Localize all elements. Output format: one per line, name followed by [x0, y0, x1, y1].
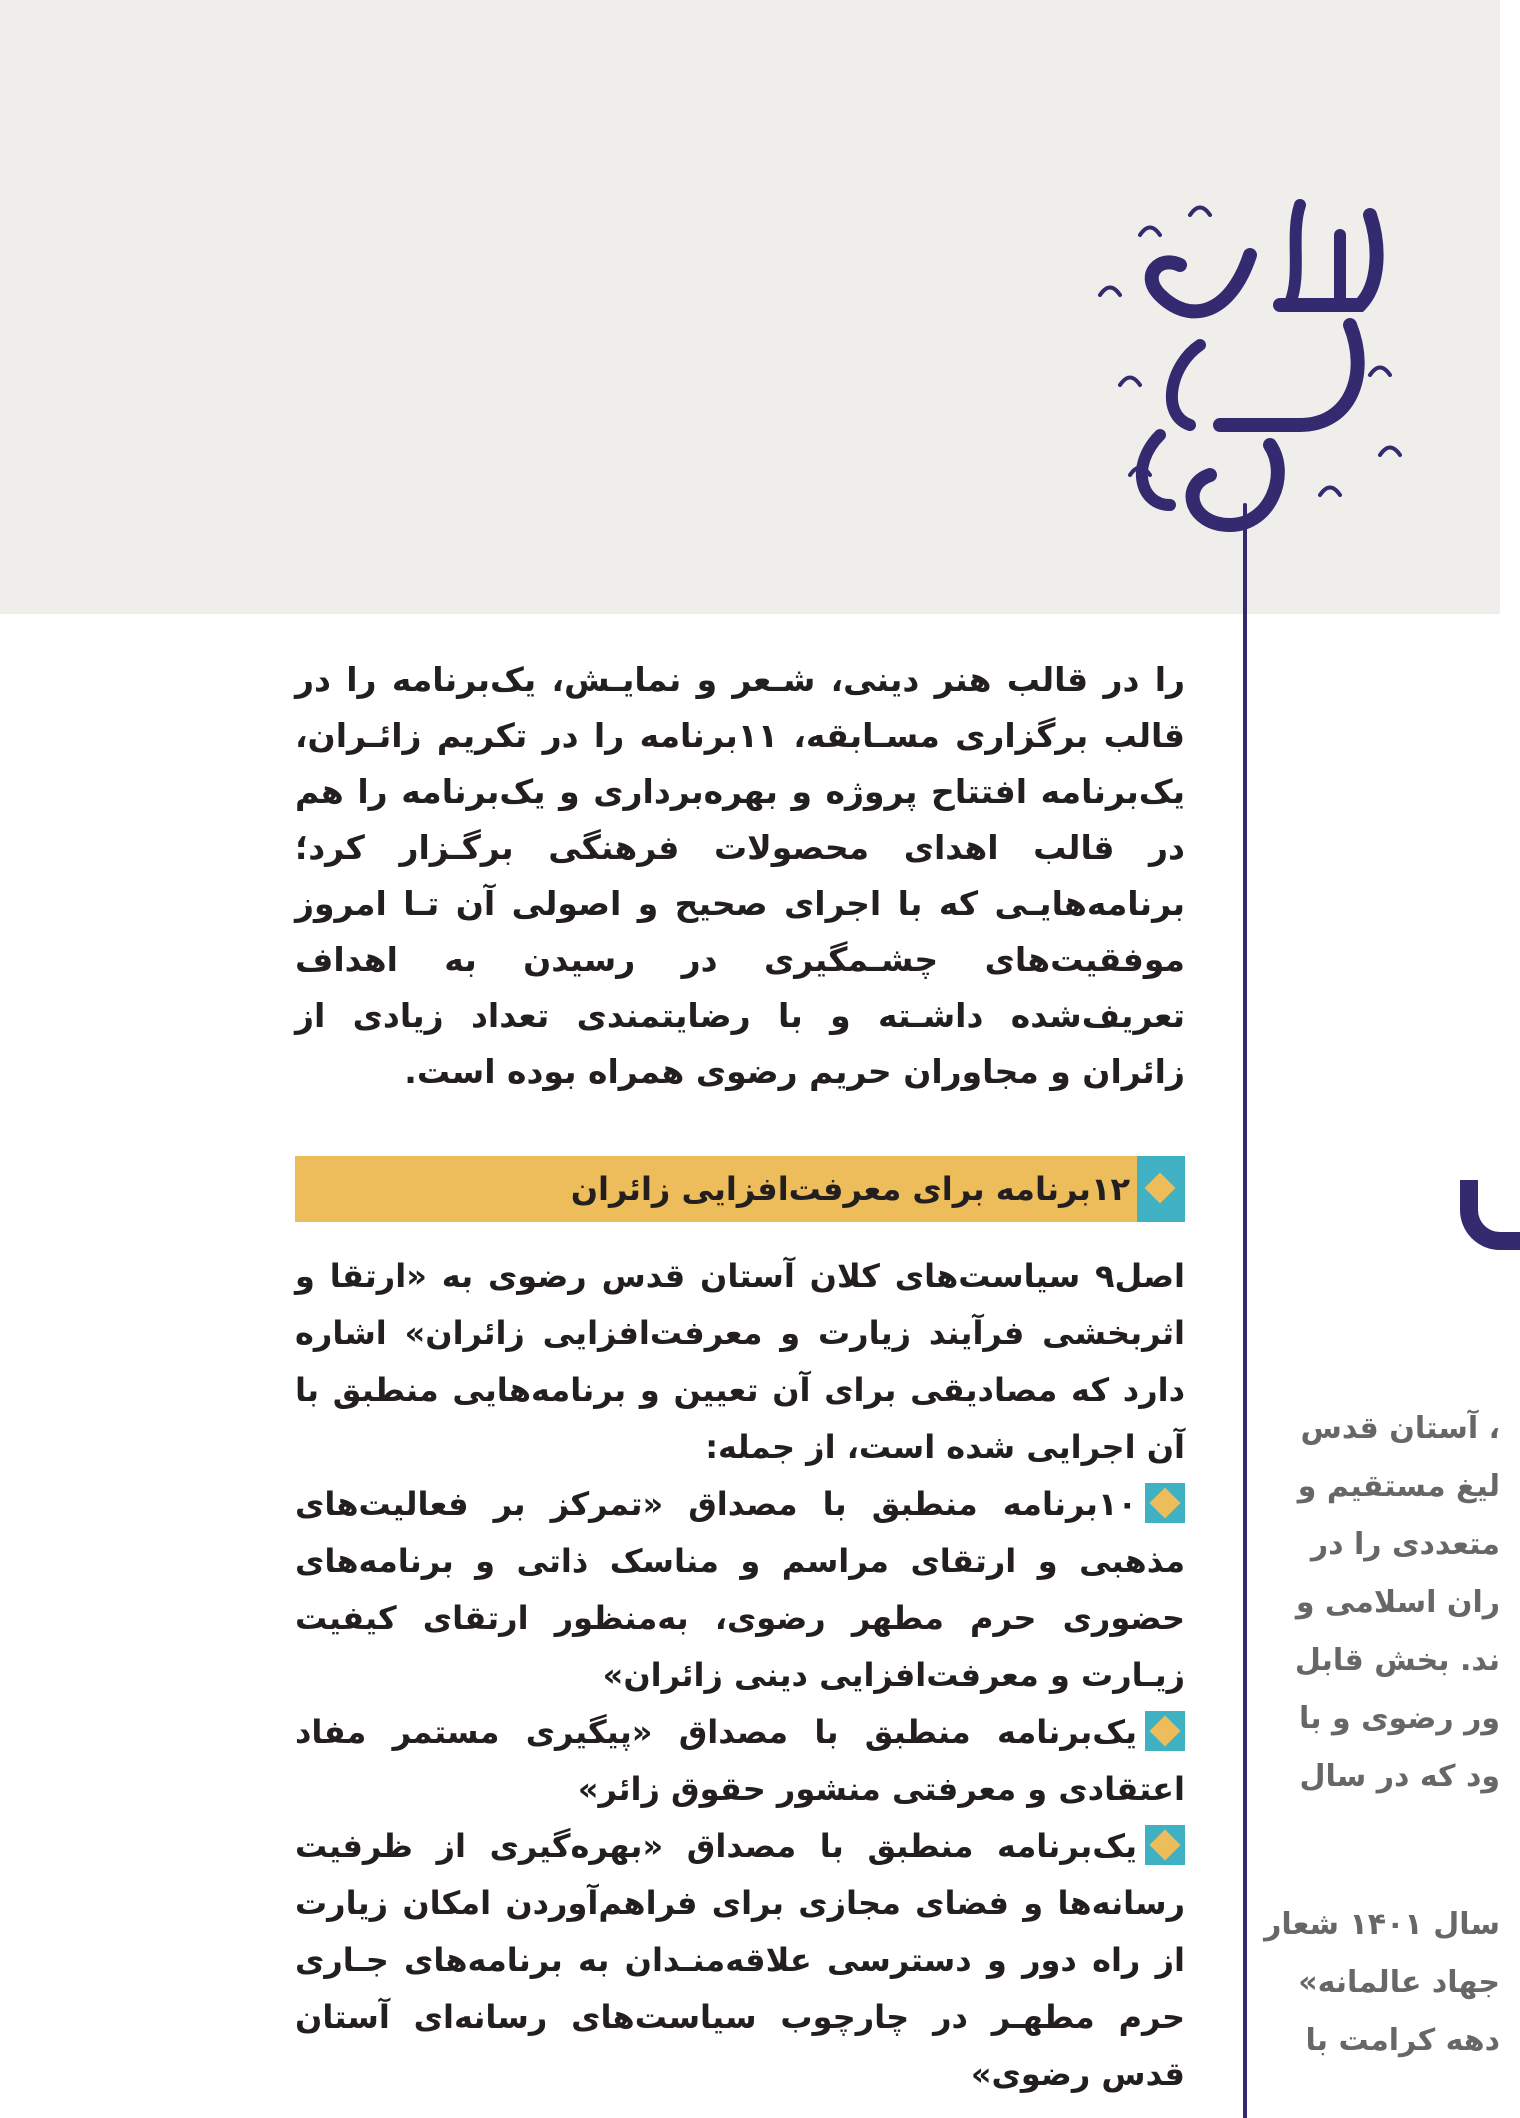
rewaq-motahed-logo: [1040, 175, 1420, 575]
bullet-text: یک‌برنامه منطبق با مصداق «بهره‌گیری از ظرفیت رسانه‌ها و فضای مجازی برای فراهم‌آوردن امکان زیارت از راه دور و دسترسی علاقه‌منـدان به برنامه‌های جـاری حرم مطهـر در چارچوب سیاست‌های رسانه‌ای آستان قدس رضوی»: [295, 1827, 1185, 2093]
section-intro: اصل۹ سیاست‌های کلان آستان قدس رضوی به «ارتقا و اثربخشی فرآیند زیارت و معرفت‌افزایی زائران» اشاره دارد که مصادیقی برای آن تعیین و برنامه‌هایی منطبق با آن اجرایی شده است، از جمله:: [295, 1257, 1185, 1466]
diamond-bullet-icon: [1145, 1483, 1185, 1523]
bullet-item: [295, 1476, 1185, 1704]
side-column-fragment: [1264, 1400, 1500, 2070]
bullet-item: [295, 1704, 1185, 1818]
decorative-glyph: [1460, 1180, 1520, 1250]
intro-paragraph: را در قالب هنر دینی، شـعر و نمایـش، یک‌برنامه را در قالب برگزاری مسـابقه، ۱۱برنامه را در تکریم زائـران، یک‌برنامه افتتاح پروژه و بهره‌برداری و یک‌برنامه را هم در قالب اهدای محصولات فرهنگی برگـزار کرد؛ برنامه‌هایـی که با اجرای صحیح و اصولی آن تـا امروز موفقیت‌های چشـمگیری در رسیدن به اهداف تعریف‌شده داشـته و با رضایتمندی تعداد زیادی از زائران و مجاوران حریم رضوی همراه بوده است.: [295, 660, 1185, 1091]
side-line: سال ۱۴۰۱ شعار: [1264, 1907, 1500, 1942]
bullet-text: یک‌برنامه منطبق با مصداق «پیگیری مستمر مفاد اعتقادی و معرفتی منشور حقوق زائر»: [295, 1713, 1185, 1808]
vertical-divider: [1243, 505, 1247, 2118]
section-heading: ۱۲برنامه برای معرفت‌افزایی زائران: [570, 1170, 1130, 1208]
side-line: جهاد عالمانه»: [1298, 1965, 1500, 2000]
section-body: [295, 1248, 1185, 2103]
side-line: دهه کرامت با: [1305, 2023, 1500, 2058]
bullet-item: [295, 1818, 1185, 2103]
side-line: ران اسلامی و: [1295, 1585, 1500, 1620]
diamond-bullet-icon: [1145, 1825, 1185, 1865]
side-gap: [1296, 1806, 1500, 1896]
bullet-text: ۱۰برنامه منطبق با مصداق «تمرکز بر فعالیت‌های مذهبی و ارتقای مراسم و مناسک ذاتی و برنامه‌های حضوری حرم مطهر رضوی، به‌منظور ارتقای کیفیت زیـارت و معرفت‌افزایی دینی زائران»: [295, 1485, 1185, 1694]
intro-column: [295, 652, 1185, 1100]
side-line: ، آستان قدس: [1300, 1411, 1500, 1446]
side-line: ود که در سال: [1299, 1759, 1500, 1794]
side-line: ند. بخش قابل: [1294, 1643, 1500, 1678]
side-line: متعددی را در: [1310, 1527, 1500, 1562]
side-line: ور رضوی و با: [1299, 1701, 1500, 1736]
side-line: لیغ مستقیم و: [1297, 1469, 1500, 1504]
heading-marker-icon: [1137, 1156, 1185, 1222]
diamond-bullet-icon: [1145, 1711, 1185, 1751]
